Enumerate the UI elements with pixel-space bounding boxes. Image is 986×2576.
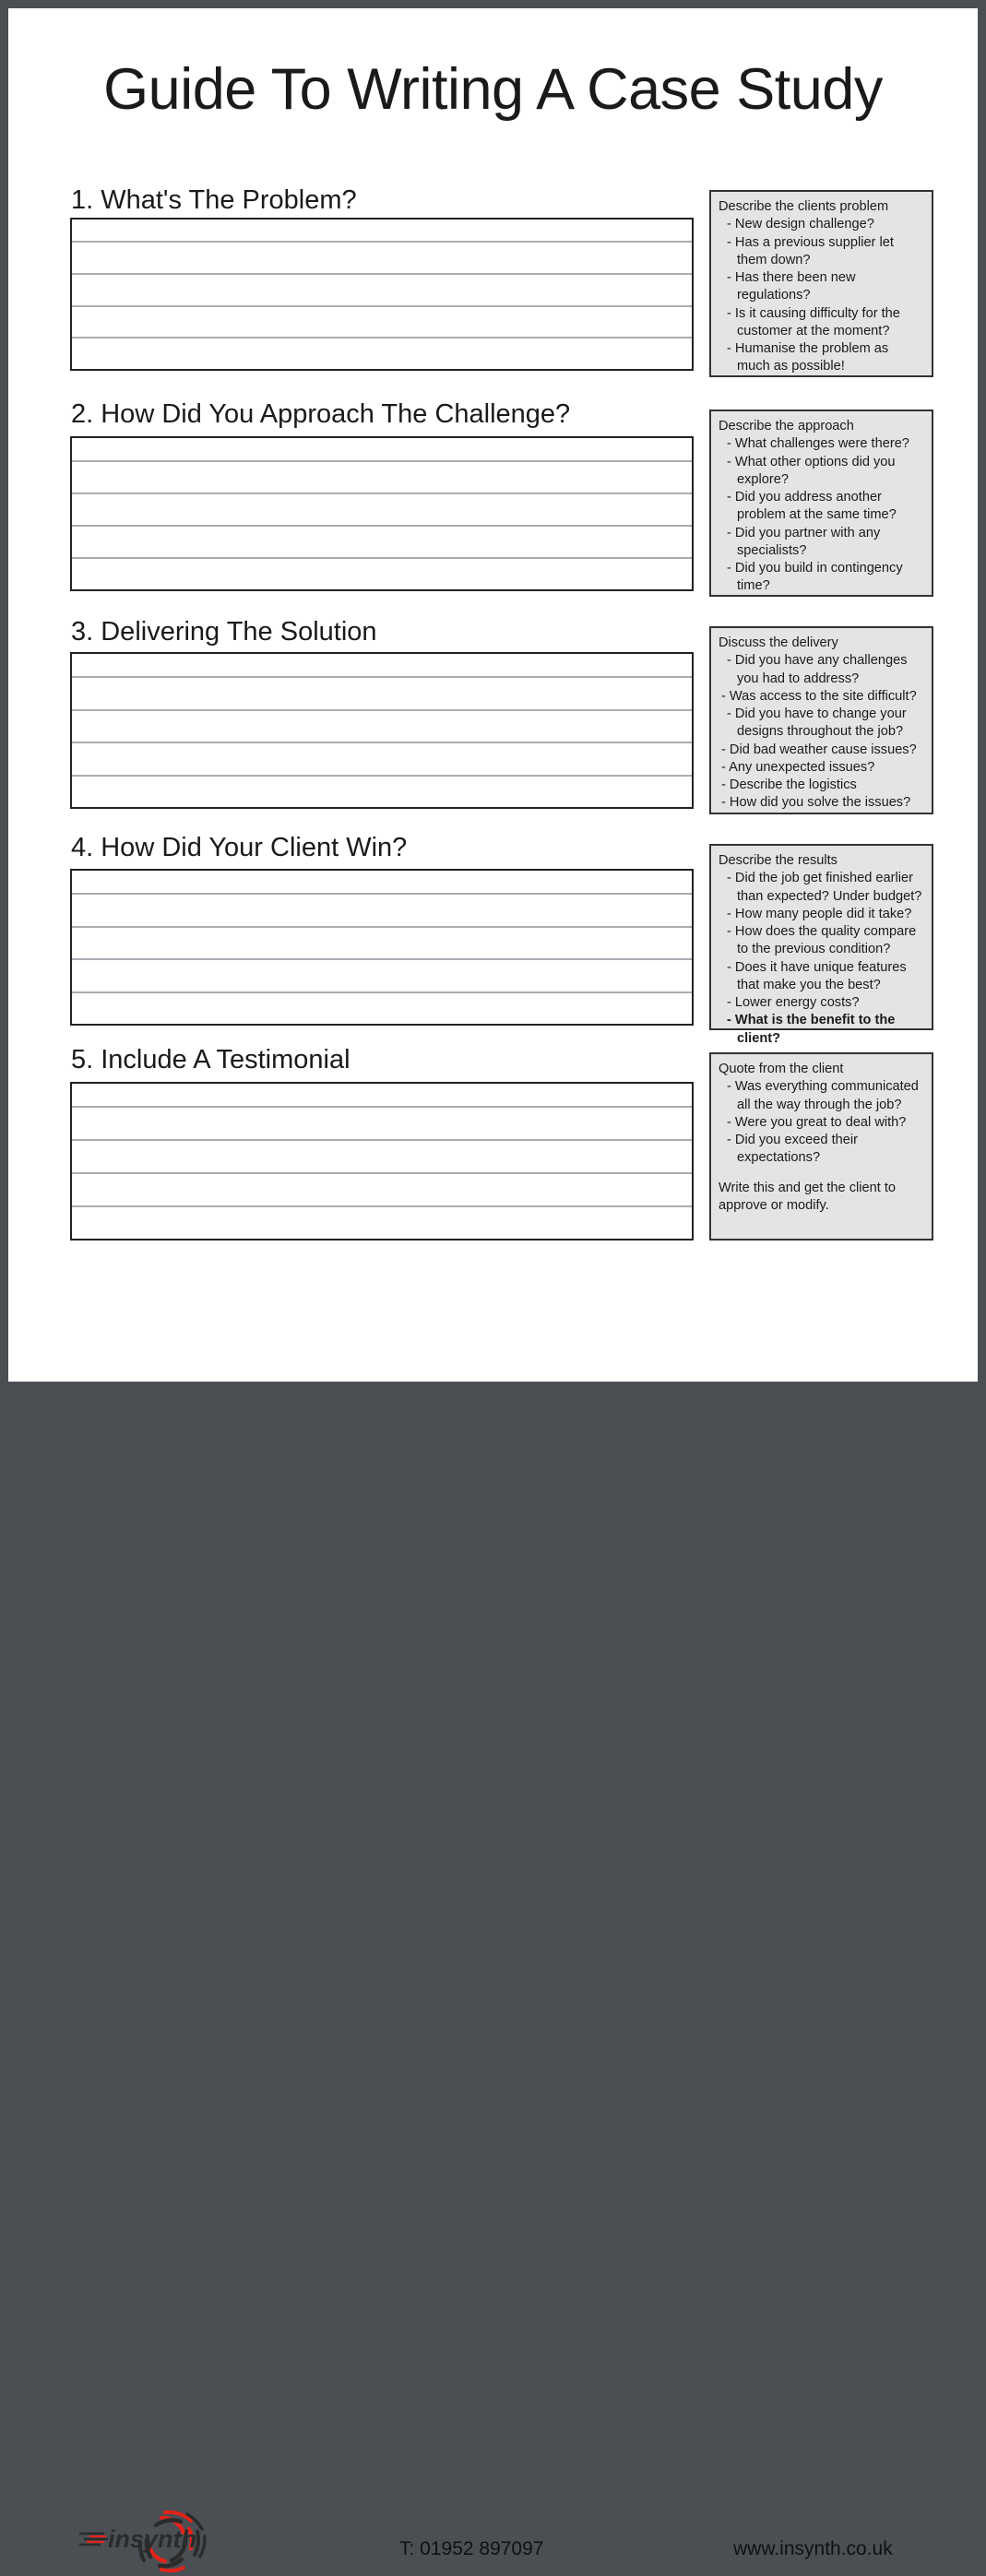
hint-item: - Did you exceed their expectations? bbox=[727, 1133, 858, 1166]
write-line[interactable] bbox=[72, 960, 692, 992]
section-1-hint-box bbox=[709, 190, 933, 377]
write-line[interactable] bbox=[72, 1207, 692, 1239]
hint-title: Describe the clients problem bbox=[719, 199, 889, 214]
write-line[interactable] bbox=[72, 871, 692, 895]
write-line[interactable] bbox=[72, 928, 692, 960]
hint-item: - Did you have any challenges you had to address? bbox=[727, 653, 908, 686]
hint-item: - Was access to the site difficult? bbox=[721, 688, 917, 704]
hint-item: - Has there been new regulations? bbox=[727, 270, 856, 303]
hint-item: - Does it have unique features that make you the best? bbox=[727, 959, 907, 992]
section-4-hint-box bbox=[709, 844, 933, 1046]
write-line[interactable] bbox=[72, 993, 692, 1024]
insynth-wordmark: insynth bbox=[108, 2525, 197, 2553]
write-line[interactable] bbox=[72, 1108, 692, 1141]
write-line[interactable] bbox=[72, 711, 692, 743]
hint-item: - Is it causing difficulty for the customer at the moment? bbox=[727, 305, 900, 338]
hint-item-emphasis: - What is the benefit to the client? bbox=[727, 1013, 896, 1046]
hint-item: - Humanise the problem as much as possible! bbox=[727, 341, 889, 374]
footer bbox=[8, 1243, 978, 2559]
write-line[interactable] bbox=[72, 654, 692, 678]
hint-item: - Were you great to deal with? bbox=[727, 1114, 907, 1130]
hint-item: - What other options did you explore? bbox=[727, 454, 896, 487]
write-line[interactable] bbox=[72, 1174, 692, 1207]
hint-item: - Did you build in contingency time? bbox=[727, 561, 903, 594]
section-1-heading: 1. What's The Problem? bbox=[71, 185, 357, 215]
page-title: Guide To Writing A Case Study bbox=[103, 57, 883, 122]
write-line[interactable] bbox=[72, 462, 692, 494]
document-page bbox=[8, 8, 978, 2559]
hint-footer-note: Write this and get the client to approve or modify. bbox=[719, 1180, 896, 1213]
hint-item: - Describe the logistics bbox=[721, 778, 857, 792]
section-5-heading: 5. Include A Testimonial bbox=[71, 1045, 350, 1074]
hint-spacer bbox=[719, 1168, 924, 1180]
hint-title: Discuss the delivery bbox=[719, 635, 838, 650]
section-3-heading: 3. Delivering The Solution bbox=[71, 617, 377, 647]
hint-item: - Did bad weather cause issues? bbox=[721, 742, 917, 757]
hint-item: - Has a previous supplier let them down? bbox=[727, 234, 894, 267]
write-line[interactable] bbox=[72, 494, 692, 527]
write-line[interactable] bbox=[72, 307, 692, 339]
hint-item: - Did you address another problem at the same time? bbox=[727, 490, 897, 523]
hint-item: - How many people did it take? bbox=[727, 906, 912, 921]
write-line[interactable] bbox=[72, 1141, 692, 1174]
write-line[interactable] bbox=[72, 743, 692, 776]
section-4-answer-box[interactable] bbox=[70, 869, 694, 1026]
section-2-hint-box bbox=[709, 410, 933, 597]
hint-item: - What challenges were there? bbox=[727, 436, 909, 452]
insynth-logo bbox=[77, 2509, 215, 2571]
section-5-answer-box[interactable] bbox=[70, 1082, 694, 1241]
write-line[interactable] bbox=[72, 527, 692, 559]
hint-title: Describe the results bbox=[719, 853, 838, 868]
section-3-hint-box bbox=[709, 626, 933, 814]
hint-item: - How did you solve the issues? bbox=[721, 795, 911, 811]
write-line[interactable] bbox=[72, 678, 692, 710]
hint-item: - Did you have to change your designs throughout the job? bbox=[727, 706, 907, 740]
insynth-logo-icon bbox=[77, 2509, 215, 2571]
hint-title: Describe the approach bbox=[719, 419, 854, 433]
write-line[interactable] bbox=[72, 275, 692, 307]
hint-item: - Lower energy costs? bbox=[727, 995, 860, 1010]
hint-title: Quote from the client bbox=[719, 1062, 844, 1076]
write-line[interactable] bbox=[72, 777, 692, 807]
hint-item: - How does the quality compare to the previous condition? bbox=[727, 924, 917, 957]
section-5-hint-box bbox=[709, 1052, 933, 1241]
section-3-answer-box[interactable] bbox=[70, 652, 694, 809]
hint-item: - Any unexpected issues? bbox=[721, 759, 875, 775]
section-1-answer-box[interactable] bbox=[70, 218, 694, 371]
hint-item: - New design challenge? bbox=[727, 217, 874, 232]
write-line[interactable] bbox=[72, 438, 692, 462]
write-line[interactable] bbox=[72, 895, 692, 927]
hint-item: - Was everything communicated all the way through the job? bbox=[727, 1079, 919, 1112]
section-4-heading: 4. How Did Your Client Win? bbox=[71, 833, 408, 862]
write-line[interactable] bbox=[72, 243, 692, 275]
hint-item: - Did the job get finished earlier than expected? Under budget? bbox=[727, 871, 922, 904]
hint-item: - Did you partner with any specialists? bbox=[727, 525, 881, 558]
write-line[interactable] bbox=[72, 338, 692, 369]
section-2-heading: 2. How Did You Approach The Challenge? bbox=[71, 399, 571, 429]
write-line[interactable] bbox=[72, 220, 692, 243]
footer-website: www.insynth.co.uk bbox=[733, 2538, 893, 2559]
footer-phone: T: 01952 897097 bbox=[399, 2538, 544, 2559]
section-2-answer-box[interactable] bbox=[70, 436, 694, 591]
write-line[interactable] bbox=[72, 559, 692, 589]
write-line[interactable] bbox=[72, 1084, 692, 1108]
